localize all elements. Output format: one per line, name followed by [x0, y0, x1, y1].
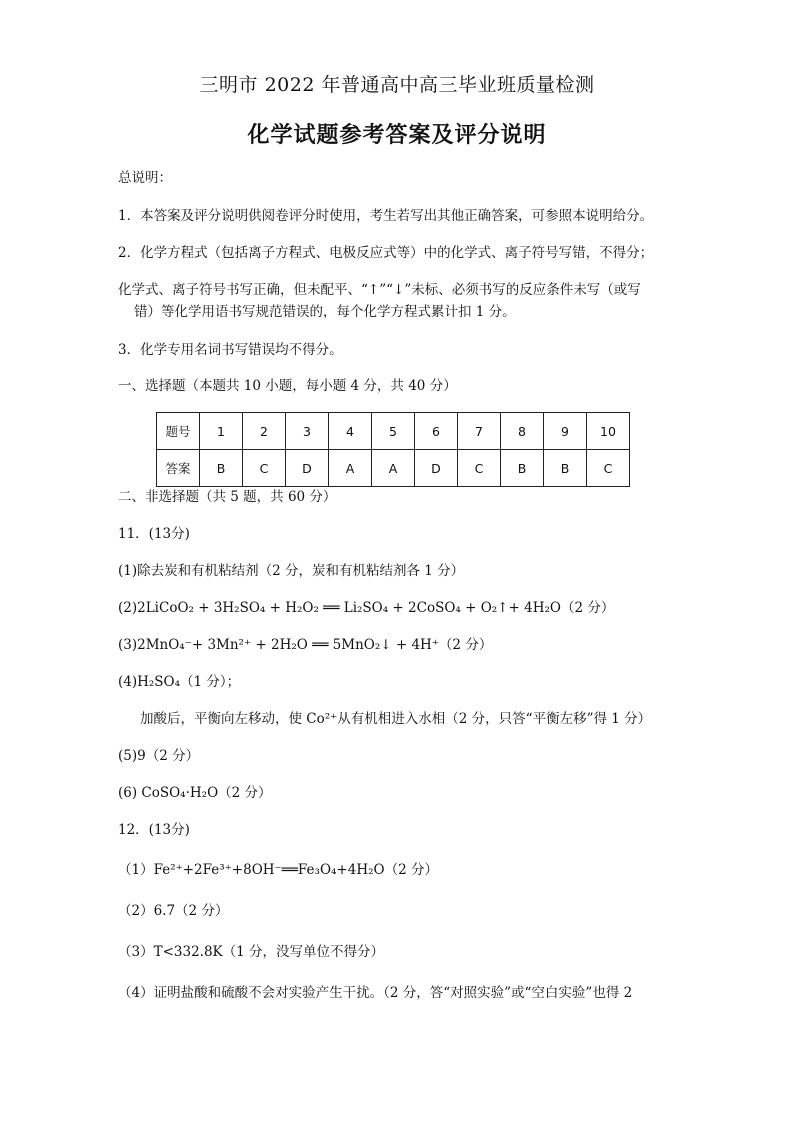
q11-part4: (4)H₂SO₄（1 分）； [118, 674, 241, 690]
answer-cell: A [329, 450, 372, 487]
document-title: 三明市 2022 年普通高中高三毕业班质量检测 [199, 74, 595, 96]
general-heading: 总说明： [118, 170, 172, 186]
section2-heading: 二、非选择题（共 5 题，共 60 分） [118, 489, 337, 505]
document-subtitle: 化学试题参考答案及评分说明 [247, 122, 547, 148]
row-label-answer: 答案 [157, 450, 200, 487]
question-number: 3 [286, 413, 329, 450]
q11-part1: (1)除去炭和有机粘结剂（2 分，炭和有机粘结剂各 1 分） [118, 563, 465, 579]
rule-1: 1．本答案及评分说明供阅卷评分时使用，考生若写出其他正确答案，可参照本说明给分。 [118, 208, 654, 224]
section1-heading: 一、选择题（本题共 10 小题，每小题 4 分，共 40 分） [118, 378, 457, 394]
answer-cell: C [587, 450, 630, 487]
row-label-question: 题号 [157, 413, 200, 450]
rule-2: 2．化学方程式（包括离子方程式、电极反应式等）中的化学式、离子符号写错，不得分； [118, 245, 654, 261]
answer-cell: B [200, 450, 243, 487]
answer-cell: B [501, 450, 544, 487]
question-number: 10 [587, 413, 630, 450]
answer-cell: D [286, 450, 329, 487]
rule-2b-line1: 化学式、离子符号书写正确，但未配平、“↑”“↓”未标、必须书写的反应条件未写（或写 [118, 282, 641, 298]
q11-title: 11．(13分) [118, 526, 190, 542]
answer-cell: B [544, 450, 587, 487]
q11-part2: (2)2LiCoO₂ + 3H₂SO₄ + H₂O₂ ══ Li₂SO₄ + 2CoSO₄ + O₂↑+ 4H₂O（2 分） [118, 600, 615, 616]
q11-part6: (6) CoSO₄·H₂O（2 分） [118, 785, 272, 801]
answer-cell: C [458, 450, 501, 487]
answer-cell: C [243, 450, 286, 487]
q12-part1: （1）Fe²⁺+2Fe³⁺+8OH⁻══Fe₃O₄+4H₂O（2 分） [118, 862, 438, 878]
answer-table [156, 412, 630, 487]
question-number: 7 [458, 413, 501, 450]
q12-part4: （4）证明盐酸和硫酸不会对实验产生干扰。（2 分，答“对照实验”或“空白实验”也得 2 [118, 985, 633, 1001]
question-number: 6 [415, 413, 458, 450]
question-number: 2 [243, 413, 286, 450]
q12-part2: （2）6.7（2 分） [118, 903, 229, 919]
q11-part4-explain: 加酸后，平衡向左移动，使 Co²⁺从有机相进入水相（2 分，只答“平衡左移”得 1 分） [140, 711, 652, 727]
question-number: 1 [200, 413, 243, 450]
q12-title: 12．(13分) [118, 822, 190, 838]
table-row-answers [157, 450, 630, 487]
answer-cell: A [372, 450, 415, 487]
question-number: 8 [501, 413, 544, 450]
answer-cell: D [415, 450, 458, 487]
q11-part3: (3)2MnO₄⁻+ 3Mn²⁺ + 2H₂O ══ 5MnO₂↓ + 4H⁺（2 分） [118, 637, 493, 653]
rule-3: 3．化学专用名词书写错误均不得分。 [118, 342, 343, 358]
question-number: 4 [329, 413, 372, 450]
table-row-numbers [157, 413, 630, 450]
rule-2b-line2: 错）等化学用语书写规范错误的，每个化学方程式累计扣 1 分。 [134, 304, 516, 320]
question-number: 9 [544, 413, 587, 450]
q11-part5: (5)9（2 分） [118, 748, 200, 764]
question-number: 5 [372, 413, 415, 450]
q12-part3: （3）T<332.8K（1 分，没写单位不得分） [118, 944, 385, 960]
